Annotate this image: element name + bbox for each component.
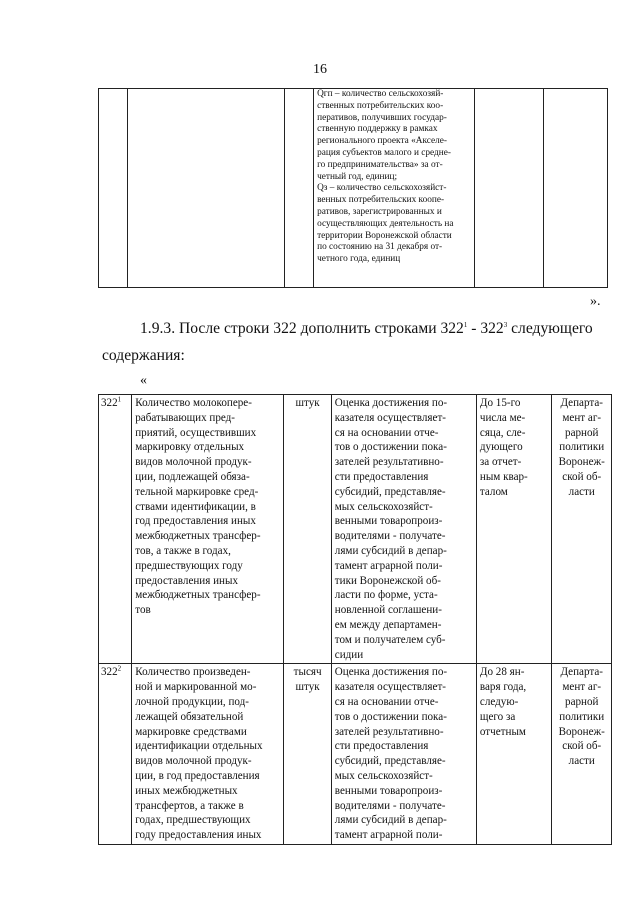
text-line: венными товаропроиз- bbox=[334, 784, 443, 797]
text-line: До 15-го bbox=[479, 397, 521, 409]
text-line: рация субъектов малого и средне- bbox=[317, 147, 451, 158]
table-cell bbox=[284, 89, 313, 288]
text-line: ем между департамен- bbox=[334, 618, 442, 631]
table-row bbox=[99, 395, 612, 664]
text-line: Воронеж- bbox=[558, 456, 605, 469]
text-line: зателей результативно- bbox=[334, 725, 444, 738]
text-line: дующего bbox=[479, 441, 523, 454]
text-line: ствами идентификации, в bbox=[135, 500, 256, 513]
text-line: Департа- bbox=[560, 397, 603, 409]
text-line: ласти по форме, уста- bbox=[334, 589, 438, 602]
row-number-cell bbox=[99, 664, 132, 845]
text-line: годах, предшествующих bbox=[135, 814, 251, 827]
text-line: том и получателем суб- bbox=[334, 633, 446, 646]
text-line: тов о достижении пока- bbox=[334, 441, 447, 454]
text-line: тысяч bbox=[293, 666, 322, 679]
text-line: ративов, зарегистрированных и bbox=[317, 206, 442, 217]
text-line: тельной маркировке сред- bbox=[135, 485, 259, 498]
text-line: ной и маркированной мо- bbox=[135, 681, 257, 694]
text-line: ласти bbox=[568, 485, 595, 498]
row-number-sup: 2 bbox=[117, 664, 122, 673]
text-line: сяца, сле- bbox=[479, 426, 526, 439]
text-line: мых сельскохозяйст- bbox=[334, 500, 433, 513]
text-line: ным квар- bbox=[479, 470, 528, 483]
text-line: ственную поддержку в рамках bbox=[317, 124, 438, 135]
text-line: следую- bbox=[479, 695, 519, 708]
text-line: До 28 ян- bbox=[479, 666, 525, 679]
text-line: отчетным bbox=[479, 725, 526, 738]
text-line: Оценка достижения по- bbox=[334, 666, 448, 679]
table-cell bbox=[99, 89, 128, 288]
text-line: сидии bbox=[334, 648, 364, 661]
text-line: ственных потребительских коо- bbox=[317, 100, 444, 111]
text-line: год предоставления иных bbox=[135, 515, 256, 528]
text-line: по состоянию на 31 декабря от- bbox=[317, 242, 443, 253]
text-line: субсидий, представляе- bbox=[334, 755, 446, 768]
text-line: Департа- bbox=[560, 666, 603, 679]
text-line: политики bbox=[559, 710, 605, 723]
text-line: рарной bbox=[565, 695, 599, 708]
unit-cell bbox=[284, 664, 331, 845]
text-line: тов bbox=[135, 604, 151, 617]
paragraph-continuation: содержания: bbox=[102, 347, 185, 364]
text-line: тики Воронежской об- bbox=[334, 574, 441, 587]
text-line: ся на основании отче- bbox=[334, 695, 439, 708]
text-line: щего за bbox=[479, 710, 516, 723]
superscript: 1 bbox=[463, 320, 468, 329]
text-line: рарной bbox=[565, 426, 599, 439]
table-cell bbox=[474, 89, 544, 288]
opening-quote: « bbox=[140, 373, 147, 388]
text-line: штук bbox=[295, 681, 320, 694]
text-line: приятий, осуществивших bbox=[135, 426, 257, 439]
text-line: Количество молокопере- bbox=[135, 397, 252, 409]
period-cell bbox=[476, 664, 552, 845]
row-number: 322 bbox=[101, 666, 118, 679]
text-line: лежащей обязательной bbox=[135, 710, 244, 723]
row-number-sup: 1 bbox=[117, 395, 122, 404]
text-line: мент аг- bbox=[562, 411, 602, 424]
paragraph-text: 1.9.3. После строки 322 дополнить строками 322 bbox=[140, 320, 464, 337]
text-line: варя года, bbox=[479, 681, 527, 694]
text-line: ции, в год предоставления bbox=[135, 769, 260, 782]
text-line: рабатывающих пред- bbox=[135, 411, 236, 424]
text-line: маркировке средствами bbox=[135, 725, 247, 738]
text-line: политики bbox=[559, 441, 605, 454]
text-line: лочной продукции, под- bbox=[135, 695, 249, 708]
method-cell bbox=[331, 664, 476, 845]
text-line: Оценка достижения по- bbox=[334, 397, 448, 409]
text-line: казателя осуществляет- bbox=[334, 681, 446, 694]
paragraph-text: следующего bbox=[507, 320, 593, 337]
text-line: тамент аграрной поли- bbox=[334, 559, 443, 572]
amendment-paragraph bbox=[140, 316, 608, 342]
table-cell bbox=[128, 89, 285, 288]
text-line: Qз – количество сельскохозяйст- bbox=[317, 183, 447, 194]
text-line: году предоставления иных bbox=[135, 829, 262, 842]
period-cell bbox=[476, 395, 552, 664]
page-number: 16 bbox=[313, 62, 327, 77]
text-line: ской об- bbox=[562, 470, 602, 483]
method-cell bbox=[331, 395, 476, 664]
text-line: ской об- bbox=[562, 740, 602, 753]
formula-cell bbox=[314, 89, 475, 288]
text-line: перативов, получивших государ- bbox=[317, 112, 447, 123]
table-row bbox=[99, 664, 612, 845]
text-line: территории Воронежской области bbox=[317, 230, 452, 241]
text-line: Количество произведен- bbox=[135, 666, 251, 679]
text-line: зателей результативно- bbox=[334, 456, 444, 469]
table-cell bbox=[544, 89, 608, 288]
indicator-name-cell bbox=[132, 395, 284, 664]
text-line: сти предоставления bbox=[334, 740, 429, 753]
text-line: видов молочной продук- bbox=[135, 755, 252, 768]
text-line: межбюджетных трансфер- bbox=[135, 589, 261, 602]
superscript: 3 bbox=[503, 320, 508, 329]
text-line: четного года, единиц bbox=[317, 254, 401, 265]
closing-quote: ». bbox=[590, 294, 601, 309]
row-number-cell bbox=[99, 395, 132, 664]
text-line: талом bbox=[479, 485, 508, 498]
text-line: числа ме- bbox=[479, 411, 526, 424]
text-line: новленной соглашени- bbox=[334, 604, 442, 617]
row-number: 322 bbox=[101, 397, 118, 409]
text-line: иных межбюджетных bbox=[135, 784, 238, 797]
continuation-table bbox=[98, 88, 608, 288]
indicator-name-cell bbox=[132, 664, 284, 845]
text-line: водителями - получате- bbox=[334, 799, 446, 812]
department-cell bbox=[552, 664, 612, 845]
text-line: ции, подлежащей обяза- bbox=[135, 470, 250, 483]
text-line: водителями - получате- bbox=[334, 530, 446, 543]
unit-cell bbox=[284, 395, 331, 664]
text-line: венными товаропроиз- bbox=[334, 515, 443, 528]
table-row bbox=[99, 89, 608, 288]
text-line: ся на основании отче- bbox=[334, 426, 439, 439]
text-line: тов, а также в годах, bbox=[135, 544, 231, 557]
text-line: штук bbox=[295, 397, 320, 409]
text-line: го предпринимательства» за от- bbox=[317, 159, 443, 170]
text-line: тов о достижении пока- bbox=[334, 710, 447, 723]
text-line: маркировку отдельных bbox=[135, 441, 245, 454]
text-line: лями субсидий в депар- bbox=[334, 814, 447, 827]
text-line: осуществляющих деятельность на bbox=[317, 218, 454, 229]
text-line: лями субсидий в депар- bbox=[334, 544, 447, 557]
text-line: предоставления иных bbox=[135, 574, 238, 587]
text-line: за отчет- bbox=[479, 456, 522, 469]
text-line: ласти bbox=[568, 755, 595, 768]
text-line: регионального проекта «Акселе- bbox=[317, 136, 447, 147]
department-cell bbox=[552, 395, 612, 664]
text-line: видов молочной продук- bbox=[135, 456, 252, 469]
text-line: казателя осуществляет- bbox=[334, 411, 446, 424]
indicators-table bbox=[98, 394, 612, 845]
text-line: межбюджетных трансфер- bbox=[135, 530, 261, 543]
paragraph-text: - 322 bbox=[467, 320, 504, 337]
text-line: трансфертов, а также в bbox=[135, 799, 244, 812]
text-line: тамент аграрной поли- bbox=[334, 829, 443, 842]
text-line: субсидий, представляе- bbox=[334, 485, 446, 498]
text-line: Воронеж- bbox=[558, 725, 605, 738]
text-line: четный год, единиц; bbox=[317, 171, 398, 182]
text-line: предшествующих году bbox=[135, 559, 243, 572]
text-line: мент аг- bbox=[562, 681, 602, 694]
text-line: мых сельскохозяйст- bbox=[334, 769, 433, 782]
formula-text bbox=[314, 89, 474, 266]
text-line: венных потребительских коопе- bbox=[317, 195, 445, 206]
text-line: сти предоставления bbox=[334, 470, 429, 483]
text-line: идентификации отдельных bbox=[135, 740, 263, 753]
text-line: Qгп – количество сельскохозяй- bbox=[317, 89, 444, 99]
